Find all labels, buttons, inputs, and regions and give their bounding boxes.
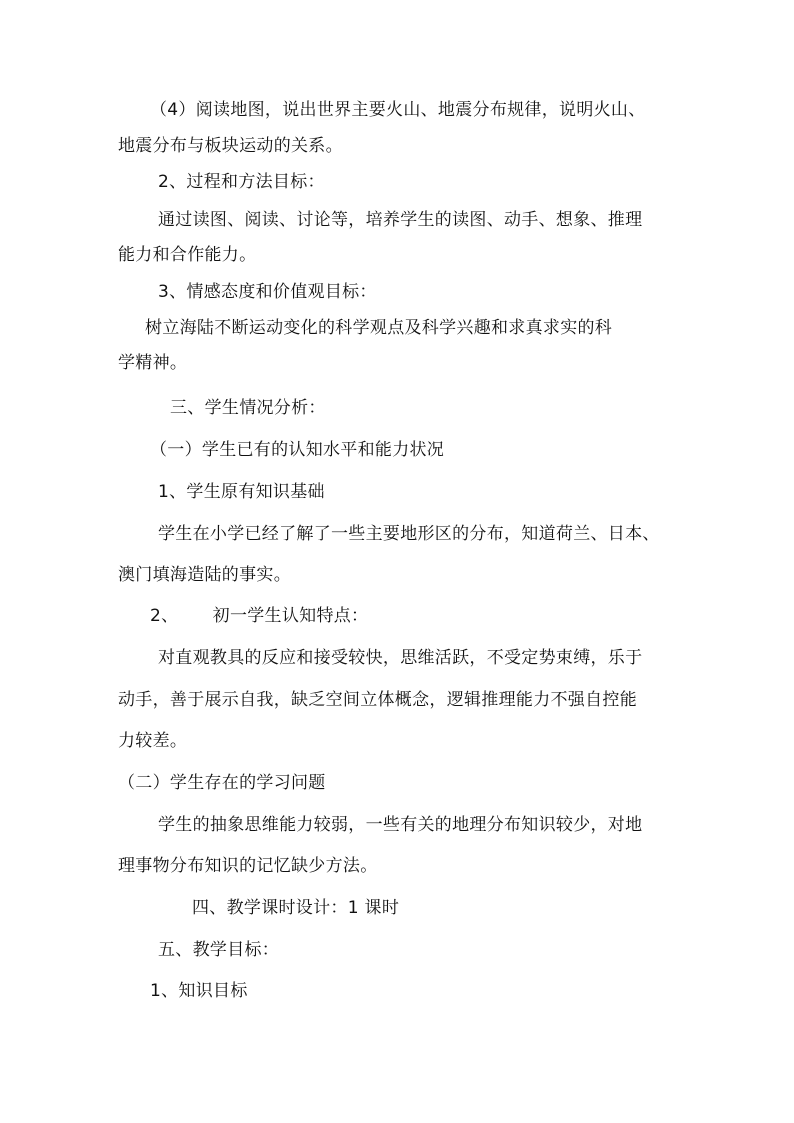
text-line-5: 能力和合作能力。	[118, 245, 257, 265]
text-line-12: 学生在小学已经了解了一些主要地形区的分布，知道荷兰、日本、	[158, 524, 660, 544]
text-line-7: 树立海陆不断运动变化的科学观点及科学兴趣和求真求实的科	[145, 318, 613, 338]
text-line-4: 通过读图、阅读、讨论等，培养学生的读图、动手、想象、推理	[158, 210, 643, 230]
text-line-13: 澳门填海造陆的事实。	[118, 565, 291, 585]
text-line-23: 1、知识目标	[150, 981, 248, 1001]
text-line-8: 学精神。	[118, 353, 188, 373]
text-line-17: 力较差。	[118, 731, 188, 751]
text-line-2: 地震分布与板块运动的关系。	[118, 136, 343, 156]
text-line-14: 2、 初一学生认知特点：	[150, 606, 369, 626]
text-line-15: 对直观教具的反应和接受较快，思维活跃，不受定势束缚，乐于	[158, 648, 643, 668]
text-line-16: 动手，善于展示自我，缺乏空间立体概念，逻辑推理能力不强自控能	[118, 690, 637, 710]
text-line-10: （一）学生已有的认知水平和能力状况	[150, 440, 445, 460]
text-line-19: 学生的抽象思维能力较弱，一些有关的地理分布知识较少，对地	[158, 815, 643, 835]
text-line-20: 理事物分布知识的记忆缺少方法。	[118, 856, 378, 876]
text-line-3: 2、过程和方法目标：	[158, 172, 325, 192]
text-line-1: （4）阅读地图，说出世界主要火山、地震分布规律，说明火山、	[150, 100, 646, 120]
text-line-11: 1、学生原有知识基础	[158, 482, 325, 502]
text-line-6: 3、情感态度和价值观目标：	[158, 282, 377, 302]
text-line-22: 五、教学目标：	[158, 940, 280, 960]
text-line-21: 四、教学课时设计：1 课时	[192, 898, 400, 918]
text-line-9: 三、学生情况分析：	[170, 398, 326, 418]
text-line-18: （二）学生存在的学习问题	[118, 773, 326, 793]
